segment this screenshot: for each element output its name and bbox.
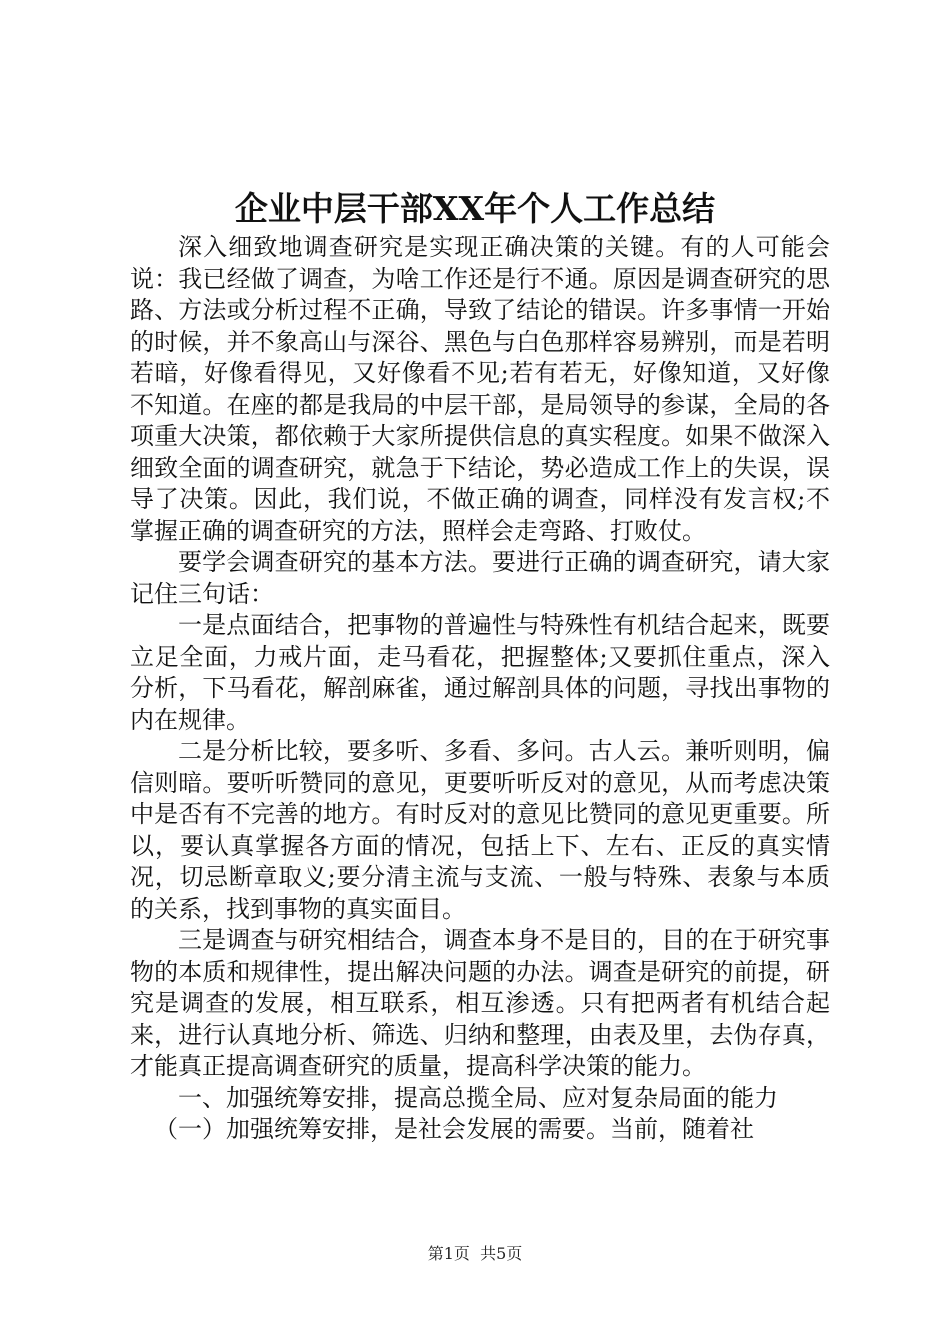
- paragraph-4: 二是分析比较，要多听、多看、多问。古人云。兼听则明，偏信则暗。要听听赞同的意见，更要听听反对的意见，从而考虑决策中是否有不完善的地方。有时反对的意见比赞同的意见更重要。所以，要认真掌握各方面的情况，包括上下、左右、正反的真实情况，切忌断章取义;要分清主流与支流、一般与特殊、表象与本质的关系，找到事物的真实面目。: [130, 737, 830, 923]
- paragraph-5: 三是调查与研究相结合，调查本身不是目的，目的在于研究事物的本质和规律性，提出解决问题的办法。调查是研究的前提，研究是调查的发展，相互联系，相互渗透。只有把两者有机结合起来，进行认真地分析、筛选、归纳和整理，由表及里，去伪存真，才能真正提高调查研究的质量，提高科学决策的能力。: [130, 926, 830, 1080]
- document-title: 企业中层干部XX年个人工作总结: [234, 189, 716, 228]
- document-body: [130, 232, 830, 1146]
- paragraph-3: 一是点面结合，把事物的普遍性与特殊性有机结合起来，既要立足全面，力戒片面，走马看花，把握整体;又要抓住重点，深入分析，下马看花，解剖麻雀，通过解剖具体的问题，寻找出事物的内在规律。: [130, 611, 830, 734]
- page-footer: [0, 1243, 950, 1265]
- paragraph-1: 深入细致地调查研究是实现正确决策的关键。有的人可能会说：我已经做了调查，为啥工作还是行不通。原因是调查研究的思路、方法或分析过程不正确，导致了结论的错误。许多事情一开始的时候，并不象高山与深谷、黑色与白色那样容易辨别，而是若明若暗，好像看得见，又好像看不见;若有若无，好像知道，又好像不知道。在座的都是我局的中层干部，是局领导的参谋，全局的各项重大决策，都依赖于大家所提供信息的真实程度。如果不做深入细致全面的调查研究，就急于下结论，势必造成工作上的失误，误导了决策。因此，我们说，不做正确的调查，同样没有发言权;不掌握正确的调查研究的方法，照样会走弯路、打败仗。: [130, 233, 830, 545]
- page-number-label: 第1页 共5页: [427, 1244, 523, 1263]
- subsection-heading-1: （一）加强统筹安排，是社会发展的需要。当前，随着社: [154, 1115, 754, 1143]
- paragraph-2: 要学会调查研究的基本方法。要进行正确的调查研究，请大家记住三句话：: [130, 548, 830, 608]
- section-heading-1: 一、加强统筹安排，提高总揽全局、应对复杂局面的能力: [178, 1083, 778, 1112]
